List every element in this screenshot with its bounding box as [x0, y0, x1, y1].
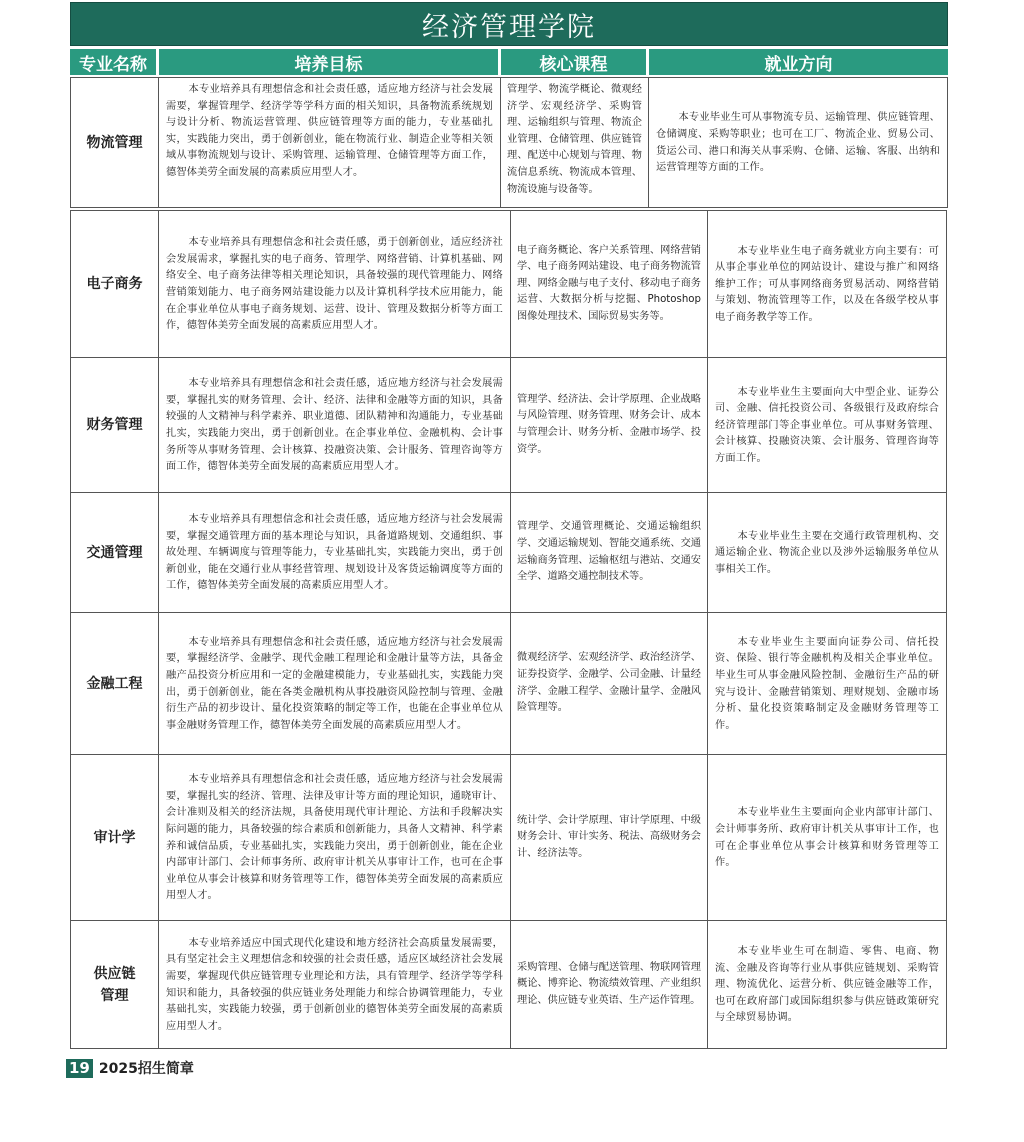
training-goal-cell: [158, 920, 511, 1049]
career-direction-cell: [707, 492, 947, 613]
core-courses-cell: [510, 754, 708, 921]
career-direction-text: 本专业毕业生主要面向大中型企业、证券公司、金融、信托投资公司、各级银行及政府综合经济管理部门等企事业单位。可从事财务管理、会计核算、投融资决策、会计服务、管理咨询等方面工作。: [715, 386, 939, 464]
major-name-cell: 交通管理: [70, 492, 159, 613]
training-goal-text: 本专业培养具有理想信念和社会责任感，适应地方经济与社会发展需要，掌握扎实的经济、管理、法律及审计等方面的理论知识，通晓审计、会计准则及相关的经济法规，具备使用现代审计理论、方法和手段解决实际问题的能力，具备较强的综合素质和创新能力，具备人文精神、科学素养和诚信品质，专业基础扎实，实践能力突出，勇于创新创业，能在企业内部审计部门、会计师事务所、政府审计机关从事审计工作，也可在企事业单位从事会计核算和财务管理等工作，德智体美劳全面发展的高素质应用型人才。: [166, 774, 503, 902]
training-goal-text: 本专业培养具有理想信念和社会责任感，勇于创新创业，适应经济社会发展需求，掌握扎实的电子商务、管理学、网络营销、计算机基础、网络安全、电子商务法律等相关理论知识，具备较强的现代管理能力、网络营销策划能力、电子商务网站建设能力以及计算机科学技术应用能力，能在企事业单位从事电子商务规划、运营、设计、管理及数据分析等方面工作，德智体美劳全面发展的高素质应用型人才。: [166, 237, 503, 332]
training-goal-text: 本专业培养适应中国式现代化建设和地方经济社会高质量发展需要，具有坚定社会主义理想信念和较强的社会责任感，适应区域经济社会发展需要，掌握现代供应链管理专业理论和方法，具有管理学、经济学等学科知识和能力，具备较强的供应链业务处理能力和综合协调管理能力，专业基础扎实，实践能力较强，勇于创新创业的德智体美劳全面发展的高素质应用型人才。: [166, 937, 503, 1032]
major-name-cell: 物流管理: [70, 77, 159, 208]
career-direction-text: 本专业毕业生可在制造、零售、电商、物流、金融及咨询等行业从事供应链规划、采购管理、物流优化、运营分析、供应链金融等工作，也可在政府部门或国际组织参与供应链政策研究与全球贸易协调。: [715, 946, 939, 1024]
training-goal-cell: [158, 612, 511, 755]
core-courses-cell: [510, 210, 708, 358]
major-name-line: 供应链: [93, 965, 136, 982]
career-direction-text: 本专业毕业生电子商务就业方向主要有：可从事企事业单位的网站设计、建设与推广和网络维护工作；可从事网络商务贸易活动、网络营销与策划、物流管理等工作，以及在各级学校从事电子商务教学等工作。: [715, 245, 939, 323]
page-number: 19: [66, 1059, 93, 1078]
core-courses-cell: [510, 492, 708, 613]
training-goal-text: 本专业培养具有理想信念和社会责任感，适应地方经济与社会发展需要，掌握经济学、金融学、现代金融工程理论和金融计量等方法，具备金融产品投资分析应用和一定的金融建模能力，专业基础扎实，实践能力突出，勇于创新创业，能在各类金融机构从事投融资风险控制与管理、金融衍生产品的初步设计、量化投资策略的制定等工作，也能在企事业单位从事金融财务管理工作，德智体美劳全面发展的高素质应用型人才。: [166, 636, 503, 731]
core-courses-cell: 管理学、物流学概论、微观经济学、宏观经济学、采购管理、运输组织与管理、物流企业管理、仓储管理、供应链管理、配送中心规划与管理、物流信息系统、物流成本管理、物流设施与设备等。: [500, 77, 649, 208]
career-direction-text: 本专业毕业生主要面向证券公司、信托投资、保险、银行等金融机构及相关企事业单位。毕业生可从事金融风险控制、金融衍生产品的研究与设计、金融营销策划、理财规划、金融市场分析、量化投资策略制定及金融财务管理等工作。: [715, 636, 939, 731]
major-name-cell: 财务管理: [70, 357, 159, 493]
training-goal-cell: [158, 492, 511, 613]
header-core-courses: 核心课程: [501, 49, 646, 75]
core-courses-text: 管理学、交通管理概论、交通运输组织学、交通运输规划、智能交通系统、交通运输商务管理、运输枢纽与港站、交通安全学、道路交通控制技术等。: [517, 521, 701, 583]
brochure-label: 2025招生简章: [98, 1061, 194, 1077]
training-goal-cell: [158, 210, 511, 358]
career-direction-cell: [707, 920, 947, 1049]
career-direction-cell: [707, 754, 947, 921]
major-name-cell: 审计学: [70, 754, 159, 921]
major-name-line: 管理: [100, 987, 129, 1004]
core-courses-text: 统计学、会计学原理、审计学原理、中级财务会计、审计实务、税法、高级财务会计、经济法等。: [517, 814, 701, 859]
header-career-direction: 就业方向: [649, 49, 948, 75]
career-direction-cell: [648, 77, 948, 208]
training-goal-text: 本专业培养具有理想信念和社会责任感，适应地方经济与社会发展需要，掌握交通管理方面的基本理论与知识，具备道路规划、交通组织、事故处理、车辆调度与管理等能力，专业基础扎实，实践能力突出，勇于创新创业，能在交通行业从事经营管理、规划设计及客货运输调度等方面的工作，德智体美劳全面发展的高素质应用型人才。: [166, 514, 503, 592]
core-courses-cell: [510, 357, 708, 493]
career-direction-cell: [707, 357, 947, 493]
core-courses-text: 采购管理、仓储与配送管理、物联网管理概论、博弈论、物流绩效管理、产业组织理论、供应链专业英语、生产运作管理。: [517, 961, 701, 1006]
core-courses-text: 微观经济学、宏观经济学、政治经济学、证券投资学、金融学、公司金融、计量经济学、金融工程学、金融计量学、金融风险管理等。: [517, 652, 701, 714]
training-goal-cell: [158, 754, 511, 921]
header-major-name: 专业名称: [70, 49, 156, 75]
page-footer: [66, 1058, 194, 1078]
header-training-goal: 培养目标: [159, 49, 498, 75]
career-direction-text: 本专业毕业生可从事物流专员、运输管理、供应链管理、仓储调度、采购等职业；也可在工厂、物流企业、贸易公司、货运公司、港口和海关从事采购、仓储、运输、客服、出纳和运营管理等方面的工作。: [656, 112, 940, 174]
training-goal-cell: 本专业培养具有理想信念和社会责任感，适应地方经济与社会发展需要，掌握管理学、经济学等学科方面的相关知识，具备物流系统规划与设计分析、物流运营管理、供应链管理等方面的能力，专业基础扎实，实践能力突出，勇于创新创业，能在物流行业、制造企业等相关领域从事物流规划与设计、采购管理、运输管理、仓储管理等方面工作，德智体美劳全面发展的高素质应用型人才。: [158, 77, 501, 208]
career-direction-text: 本专业毕业生主要面向企业内部审计部门、会计师事务所、政府审计机关从事审计工作，也可在企事业单位从事会计核算和财务管理等工作。: [715, 807, 939, 869]
core-courses-text: 电子商务概论、客户关系管理、网络营销学、电子商务网站建设、电子商务物流管理、网络金融与电子支付、移动电子商务运营、大数据分析与挖掘、Photoshop图像处理技术、国际贸易实务等。: [517, 244, 701, 322]
training-goal-text: 本专业培养具有理想信念和社会责任感，适应地方经济与社会发展需要，掌握扎实的财务管理、会计、经济、法律和金融等方面的知识，具备较强的人文精神与科学素养、职业道德、团队精神和沟通能力，专业基础扎实，实践能力突出，勇于创新创业。在企事业单位、金融机构、会计事务所等从事财务管理、会计核算、投融资决策、会计服务、管理咨询等方面工作，德智体美劳全面发展的高素质应用型人才。: [166, 378, 503, 473]
major-name-cell: 金融工程: [70, 612, 159, 755]
page-title: 经济管理学院: [70, 2, 948, 46]
training-goal-cell: [158, 357, 511, 493]
major-name-cell: [70, 920, 159, 1049]
core-courses-text: 管理学、经济法、会计学原理、企业战略与风险管理、财务管理、财务会计、成本与管理会计、财务分析、金融市场学、投资学。: [517, 393, 701, 455]
core-courses-cell: [510, 920, 708, 1049]
core-courses-cell: [510, 612, 708, 755]
major-name-cell: 电子商务: [70, 210, 159, 358]
career-direction-cell: [707, 612, 947, 755]
career-direction-text: 本专业毕业生主要在交通行政管理机构、交通运输企业、物流企业以及涉外运输服务单位从事相关工作。: [715, 530, 939, 575]
career-direction-cell: [707, 210, 947, 358]
